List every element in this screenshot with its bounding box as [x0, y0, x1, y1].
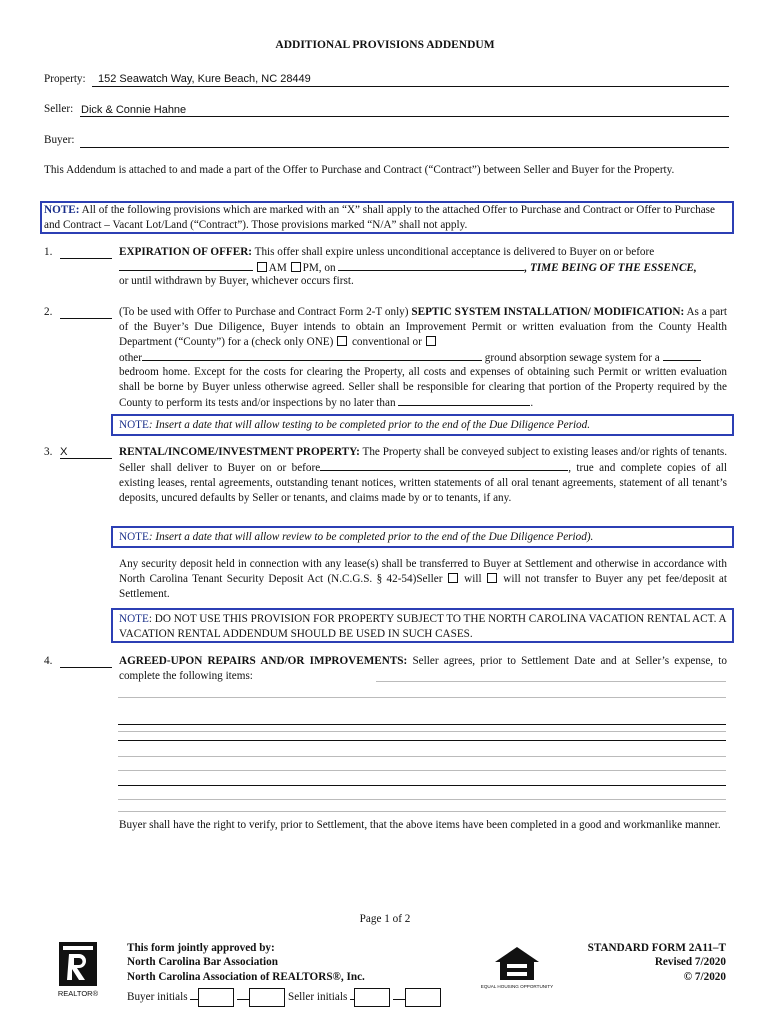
- initials-underline: [190, 989, 198, 1000]
- item-2-heading: SEPTIC SYSTEM INSTALLATION/ MODIFICATION:: [411, 306, 685, 318]
- item-2-date-field[interactable]: [398, 395, 530, 406]
- buyer-initials-label: Buyer initials: [127, 991, 188, 1004]
- page-number: Page 1 of 2: [359, 913, 411, 925]
- form-number: STANDARD FORM 2A11–T: [587, 942, 726, 954]
- item-2-prefix: (To be used with Offer to Purchase and Contract Form 2-T only): [119, 306, 412, 318]
- item-2-text-c: bedroom home. Except for the costs for clearing the Property, all costs and expenses of obtaining such Permit or written evaluation shall be borne by Buyer unless otherwise agreed. Seller shall be responsible for clearing that portion of the Property required by the County to perform its tests and/or inspections by no later than: [119, 366, 727, 409]
- item-2-other-label: other: [119, 352, 142, 364]
- item-2-text-b: ground absorption sewage system for a: [484, 352, 660, 364]
- property-field[interactable]: 152 Seawatch Way, Kure Beach, NC 28449: [98, 73, 311, 85]
- top-note: [44, 203, 728, 233]
- item-3-note-label: NOTE: [119, 531, 149, 543]
- item-2-line-4: [119, 350, 729, 366]
- item-2-conventional-label: conventional or: [351, 336, 422, 348]
- item-4-verify: Buyer shall have the right to verify, prior to Settlement, that the above items have been completed in a good and workmanlike manner.: [119, 819, 721, 831]
- repair-line[interactable]: [118, 731, 726, 732]
- item-3-deposit-paragraph: [119, 557, 727, 602]
- item-1-pm-label: PM, on: [302, 262, 336, 274]
- item-3-note: [119, 530, 593, 545]
- footer-bar: North Carolina Bar Association: [127, 956, 278, 968]
- property-underline: [92, 86, 729, 87]
- item-1-am-label: AM: [268, 262, 287, 274]
- repair-line[interactable]: [118, 799, 726, 800]
- item-2-other-field[interactable]: [142, 350, 482, 361]
- item-1-mark-line[interactable]: [60, 258, 112, 259]
- seller-field[interactable]: Dick & Connie Hahne: [81, 104, 187, 116]
- item-2-text-a: As a part of the Buyer’s Due Diligence, Buyer intends to obtain an Improvement Permit or written evaluation from the County Health Department (“County”) for a (check only ONE): [119, 306, 727, 348]
- repair-line[interactable]: [118, 756, 726, 757]
- repair-line[interactable]: [118, 770, 726, 771]
- buyer-initials-box-1[interactable]: [198, 988, 234, 1007]
- footer-realtors: North Carolina Association of REALTORS®, Inc.: [127, 971, 365, 983]
- item-3-text-b: , true and complete copies of all existing leases, rental agreements, outstanding tenant notices, written statements of all oral tenant agreements, statement of all tenant’s deposits, uncured defaults by Seller or tenants, and claims made by or to tenants, if any.: [119, 462, 727, 504]
- item-1-text-b: or until withdrawn by Buyer, whichever occurs first.: [119, 275, 354, 287]
- form-copyright: © 7/2020: [683, 971, 726, 983]
- item-1-heading: EXPIRATION OF OFFER:: [119, 246, 253, 258]
- item-3-number: 3.: [44, 446, 53, 458]
- item-2-paragraph-a: [119, 305, 727, 350]
- buyer-underline: [80, 147, 729, 148]
- form-revised: Revised 7/2020: [654, 956, 726, 968]
- initials-row: [127, 988, 441, 1007]
- buyer-initials-box-2[interactable]: [249, 988, 285, 1007]
- seller-label: Seller:: [44, 103, 74, 115]
- initials-underline: [237, 989, 249, 1000]
- item-3-heading: RENTAL/INCOME/INVESTMENT PROPERTY:: [119, 446, 360, 458]
- item-1-text-a: This offer shall expire unless unconditional acceptance is delivered to Buyer on or before: [252, 246, 655, 258]
- item-3-mark-line[interactable]: [60, 458, 112, 459]
- item-2-mark-line[interactable]: [60, 318, 112, 319]
- intro-paragraph: This Addendum is attached to and made a part of the Offer to Purchase and Contract (“Contract”) between Seller and Buyer for the Property.: [44, 164, 675, 176]
- realtor-logo-text: REALTOR®: [57, 989, 99, 998]
- equal-housing-icon: [480, 944, 554, 996]
- item-1-line-1: [119, 245, 727, 260]
- item-1-essence: , TIME BEING OF THE ESSENCE,: [524, 262, 697, 274]
- repair-line[interactable]: [376, 681, 726, 682]
- buyer-label: Buyer:: [44, 134, 75, 146]
- equal-housing-logo: [480, 944, 554, 996]
- item-3-will-not-checkbox[interactable]: [487, 573, 497, 583]
- item-3-warning: [119, 612, 727, 642]
- item-4-mark-line[interactable]: [60, 667, 112, 668]
- property-label: Property:: [44, 73, 86, 85]
- repair-line[interactable]: [118, 811, 726, 812]
- repair-line[interactable]: [118, 740, 726, 741]
- item-2-bedroom-field[interactable]: [663, 350, 701, 361]
- item-1-am-checkbox[interactable]: [257, 262, 267, 272]
- item-3-text-a: The Property shall be conveyed subject to existing leases and/or rights of tenants. Seller shall deliver to Buyer on or before: [119, 446, 727, 474]
- seller-initials-box-1[interactable]: [354, 988, 390, 1007]
- item-2-conventional-checkbox[interactable]: [337, 336, 347, 346]
- seller-initials-box-2[interactable]: [405, 988, 441, 1007]
- item-2-other-checkbox[interactable]: [426, 336, 436, 346]
- equal-housing-text: EQUAL HOUSING OPPORTUNITY: [480, 984, 554, 989]
- page-title: ADDITIONAL PROVISIONS ADDENDUM: [275, 39, 495, 51]
- item-2-number: 2.: [44, 306, 53, 318]
- initials-underline: [393, 989, 405, 1000]
- item-3-mark[interactable]: X: [60, 446, 68, 458]
- item-3-warning-text: : DO NOT USE THIS PROVISION FOR PROPERTY SUBJECT TO THE NORTH CAROLINA VACATION RENTAL ACT. A VACATION RENTAL ADDENDUM SHOULD BE USED IN SUCH CASES.: [119, 613, 727, 640]
- repair-line[interactable]: [118, 785, 726, 786]
- item-2-text-c-wrap: bedroom home. Except for the costs for clearing the Property, all costs and expenses of obtaining such Permit or written evaluation shall be borne by Buyer unless otherwise agreed. Seller shall be responsible for clearing that portion of the Property required by the County to perform its tests and/or inspections by no later than .: [119, 366, 727, 409]
- item-4-heading: AGREED-UPON REPAIRS AND/OR IMPROVEMENTS:: [119, 655, 408, 667]
- item-3-will-label: will: [464, 573, 482, 585]
- item-2-note: [119, 418, 590, 433]
- item-3-deposit-text: Any security deposit held in connection with any lease(s) shall be transferred to Buyer at Settlement and otherwise in accordance with North Carolina Tenant Security Deposit Act (N.C.G.S. § 42-54)Seller: [119, 558, 727, 585]
- item-4-paragraph-a: [119, 654, 727, 684]
- item-3-will-not-label: will not transfer to Buyer any pet fee/deposit at Settlement.: [119, 573, 728, 600]
- item-1-number: 1.: [44, 246, 53, 258]
- item-3-will-checkbox[interactable]: [448, 573, 458, 583]
- item-2-note-label: NOTE: [119, 419, 149, 431]
- top-note-label: NOTE:: [44, 204, 80, 216]
- item-3-date-field[interactable]: [320, 460, 568, 471]
- realtor-logo-icon: [52, 940, 104, 998]
- item-3-note-text: : Insert a date that will allow review to be completed prior to the end of the Due Diligence Period).: [148, 531, 594, 543]
- realtor-logo: [52, 940, 104, 998]
- footer-approved: This form jointly approved by:: [127, 942, 275, 954]
- seller-initials-label: Seller initials: [287, 991, 348, 1004]
- item-3-paragraph-a: [119, 445, 727, 506]
- item-1-date-field[interactable]: [338, 260, 524, 271]
- top-note-text: All of the following provisions which are marked with an “X” shall apply to the attached Offer to Purchase and Contract or Offer to Purchase and Contract – Vacant Lot/Land (“Contract”). Those provisions marked “N/A” shall not apply.: [44, 204, 715, 231]
- item-3-warning-label: NOTE: [119, 613, 149, 625]
- item-4-text-a: Seller agrees, prior to Settlement Date and at Seller’s expense, to complete the following items:: [119, 655, 728, 682]
- item-2-note-text: : Insert a date that will allow testing to be completed prior to the end of the Due Diligence Period.: [148, 419, 591, 431]
- item-1-pm-checkbox[interactable]: [291, 262, 301, 272]
- item-1-time-field[interactable]: [119, 260, 253, 271]
- repair-line[interactable]: [118, 697, 726, 698]
- item-4-number: 4.: [44, 655, 53, 667]
- repair-line[interactable]: [118, 724, 726, 725]
